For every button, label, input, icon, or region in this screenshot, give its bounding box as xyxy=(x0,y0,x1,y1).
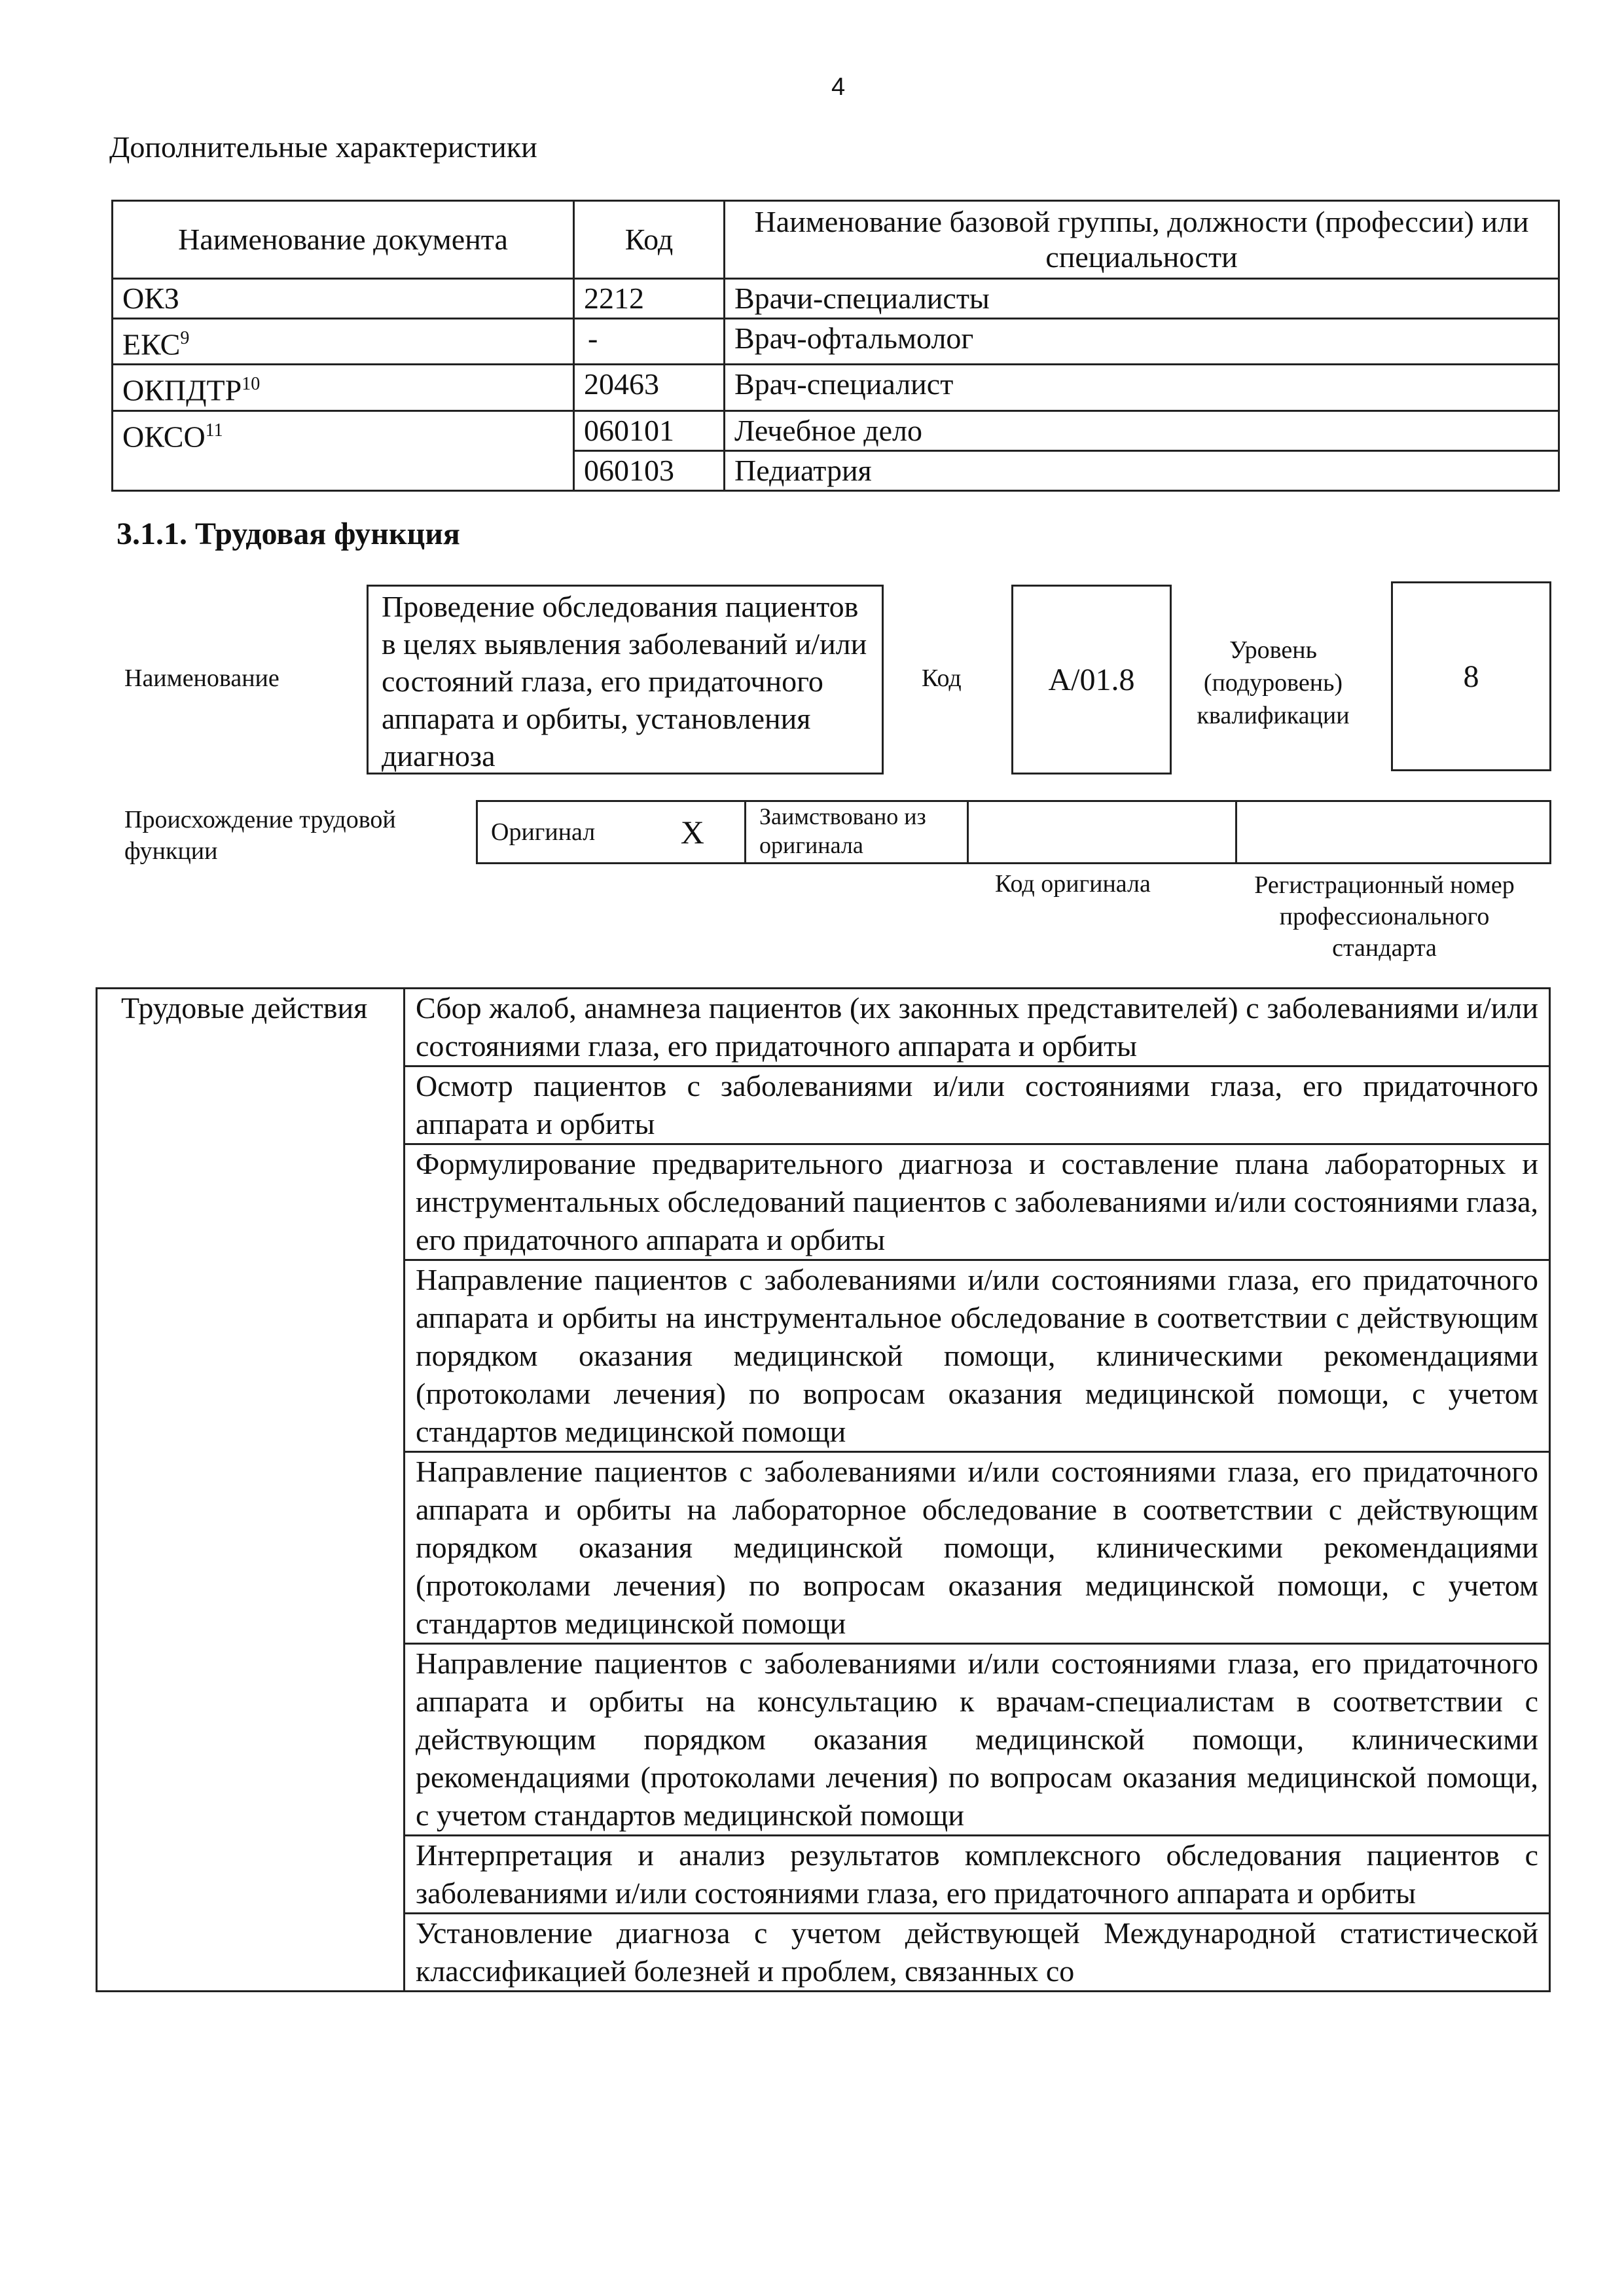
level-value: 8 xyxy=(1463,659,1479,694)
doc-name: ОКЗ xyxy=(122,282,179,315)
additional-characteristics-table xyxy=(111,200,1560,492)
code-cell: 2212 xyxy=(574,279,725,319)
doc-cell xyxy=(113,365,574,410)
action-item: Установление диагноза с учетом действующей Международной статистической классификацией болезней и проблем, связанных со xyxy=(405,1914,1550,1992)
action-item: Направление пациентов с заболеваниями и/или состояниями глаза, его придаточного аппарата и орбиты на консультацию к врачам-специалистам в соответствии с действующим порядком оказания медицинской помощи, клиническими рекомендациями (протоколами лечения) по вопросам оказания медицинской помощи, с учетом стандартов медицинской помощи xyxy=(405,1644,1550,1836)
additional-heading: Дополнительные характеристики xyxy=(109,130,537,164)
original-code-cell xyxy=(968,801,1236,864)
footnote-ref: 11 xyxy=(205,420,223,441)
code-label: Код xyxy=(922,665,962,692)
registration-number-label: Регистрационный номер профессионального стандарта xyxy=(1254,871,1515,962)
original-cell: Оригинал xyxy=(477,801,641,864)
group-cell: Врач-офтальмолог xyxy=(725,319,1559,365)
function-name-value: Проведение обследования пациентов в целях выявления заболеваний и/или состояний глаза, его придаточного аппарата и орбиты, установления диагноза xyxy=(382,590,867,773)
table-row xyxy=(113,279,1559,319)
group-cell: Врач-специалист xyxy=(725,365,1559,410)
page-number: 4 xyxy=(831,73,846,101)
group-cell: Врачи-специалисты xyxy=(725,279,1559,319)
name-label: Наименование xyxy=(124,665,280,692)
header-code: Код xyxy=(574,201,725,279)
original-mark: X xyxy=(641,801,746,864)
code-original-label: Код оригинала xyxy=(995,870,1151,898)
doc-name: ОКПДТР xyxy=(122,373,242,407)
function-name-box xyxy=(367,585,884,774)
labor-function-heading: 3.1.1. Трудовая функция xyxy=(117,517,460,551)
doc-name: ОКСО xyxy=(122,419,206,453)
function-code-box xyxy=(1011,585,1172,774)
code-cell: - xyxy=(574,319,725,365)
action-item: Интерпретация и анализ результатов комплексного обследования пациентов с заболеваниями и/или состояниями глаза, его придаточного аппарата и орбиты xyxy=(405,1836,1550,1914)
table-header-row xyxy=(113,201,1559,279)
group-cell: Лечебное дело xyxy=(725,410,1559,450)
doc-cell xyxy=(113,319,574,365)
code-cell: 060103 xyxy=(574,450,725,490)
action-item: Направление пациентов с заболеваниями и/или состояниями глаза, его придаточного аппарата и орбиты на лабораторное обследование в соответствии с действующим порядком оказания медицинской помощи, клиническими рекомендациями (протоколами лечения) по вопросам оказания медицинской помощи, с учетом стандартов медицинской помощи xyxy=(405,1452,1550,1644)
action-item: Осмотр пациентов с заболеваниями и/или состояниями глаза, его придаточного аппарата и орбиты xyxy=(405,1066,1550,1144)
header-document-name: Наименование документа xyxy=(113,201,574,279)
footnote-ref: 9 xyxy=(180,328,190,348)
table-row xyxy=(113,410,1559,450)
labor-actions-table xyxy=(96,987,1551,1992)
borrowed-cell: Заимствовано из оригинала xyxy=(746,801,968,864)
origin-label: Происхождение трудовой функции xyxy=(124,806,396,865)
doc-name: ЕКС xyxy=(122,327,181,361)
action-item: Направление пациентов с заболеваниями и/или состояниями глаза, его придаточного аппарата и орбиты на инструментальное обследование в соответствии с действующим порядком оказания медицинской помощи, клиническими рекомендациями (протоколами лечения) по вопросам оказания медицинской помощи, с учетом стандартов медицинской помощи xyxy=(405,1260,1550,1452)
function-code-value: А/01.8 xyxy=(1048,662,1135,697)
action-item: Формулирование предварительного диагноза и составление плана лабораторных и инструментальных обследований пациентов с заболеваниями и/или состояниями глаза, его придаточного аппарата и орбиты xyxy=(405,1144,1550,1260)
footnote-ref: 10 xyxy=(242,374,261,395)
table-row xyxy=(97,989,1550,1066)
header-group-name: Наименование базовой группы, должности (профессии) или специальности xyxy=(725,201,1559,279)
origin-table xyxy=(476,800,1551,864)
code-cell: 20463 xyxy=(574,365,725,410)
registration-number-cell xyxy=(1236,801,1551,864)
actions-label: Трудовые действия xyxy=(97,989,405,1992)
doc-cell xyxy=(113,279,574,319)
table-row xyxy=(113,319,1559,365)
doc-cell xyxy=(113,410,574,490)
group-cell: Педиатрия xyxy=(725,450,1559,490)
action-item: Сбор жалоб, анамнеза пациентов (их законных представителей) с заболеваниями и/или состояниями глаза, его придаточного аппарата и орбиты xyxy=(405,989,1550,1066)
level-label: Уровень (подуровень) квалификации xyxy=(1197,636,1350,729)
level-box xyxy=(1391,581,1551,771)
table-row xyxy=(113,365,1559,410)
code-cell: 060101 xyxy=(574,410,725,450)
origin-row xyxy=(477,801,1551,864)
